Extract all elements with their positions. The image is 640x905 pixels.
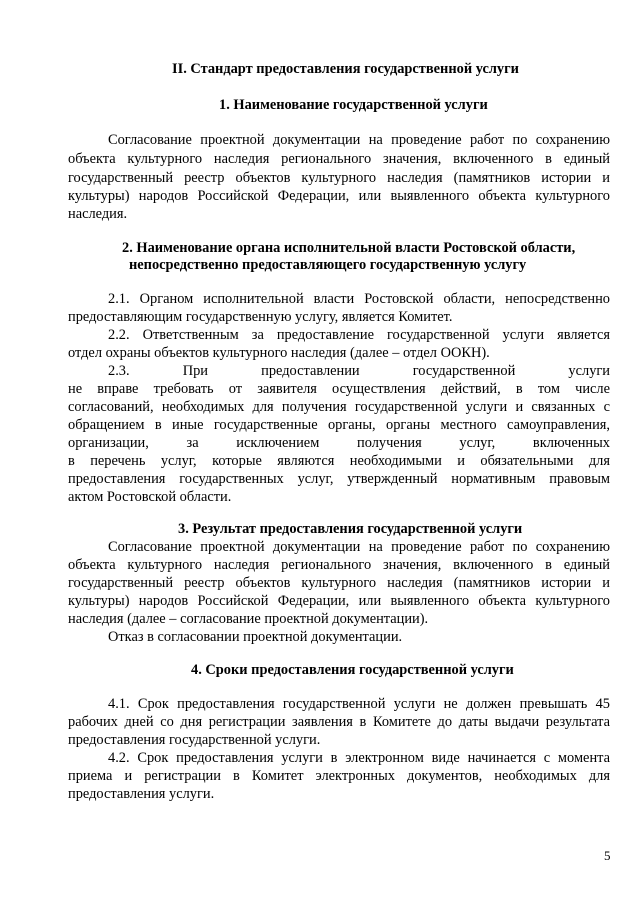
s3-line-6: Отказ в согласовании проектной документации.: [108, 629, 403, 645]
s4-line-1: 4.1. Срок предоставления государственной услуги не должен превышать 45: [108, 696, 610, 712]
s1-line-5: наследия.: [68, 206, 128, 222]
s3-line-2: объекта культурного наследия регионального значения, включенного в единый: [68, 557, 610, 573]
page-number: 5: [604, 848, 611, 863]
s3-line-4: культуры) народов Российской Федерации, или выявленного объекта культурного: [68, 593, 610, 609]
s2-line-2: предоставляющим государственную услугу, является Комитет.: [68, 309, 453, 325]
s4-line-3: предоставления государственной услуги.: [68, 732, 321, 748]
section-title: II. Стандарт предоставления государственной услуги: [172, 61, 519, 77]
s2-line-3: 2.2. Ответственным за предоставление государственной услуги является: [108, 327, 610, 343]
s2-line-12: актом Ростовской области.: [68, 489, 232, 505]
s2-line-4: отдел охраны объектов культурного наследия (далее – отдел ООКН).: [68, 345, 490, 361]
s2-line-11: предоставления государственных услуг, утвержденный нормативным правовым: [68, 471, 610, 487]
s2-line-7: согласований, необходимых для получения государственной услуги и связанных с: [68, 399, 610, 415]
s2-line-1: 2.1. Органом исполнительной власти Ростовской области, непосредственно: [108, 291, 610, 307]
s1-line-2: объекта культурного наследия регионального значения, включенного в единый: [68, 151, 610, 167]
s4-line-2: рабочих дней со дня регистрации заявления в Комитете до даты выдачи результата: [68, 714, 610, 730]
s2-line-9: организации, за исключением получения услуг, включенных: [68, 435, 610, 451]
s3-line-5: наследия (далее – согласование проектной документации).: [68, 611, 429, 627]
heading-2-line-2: непосредственно предоставляющего государственную услугу: [129, 257, 527, 273]
s4-line-5: приема и регистрации в Комитет электронных документов, необходимых для: [68, 768, 610, 784]
s1-line-1: Согласование проектной документации на проведение работ по сохранению: [108, 132, 610, 148]
s2-line-10: в перечень услуг, которые являются необходимыми и обязательными для: [68, 453, 610, 469]
s4-line-4: 4.2. Срок предоставления услуги в электронном виде начинается с момента: [108, 750, 610, 766]
heading-4: 4. Сроки предоставления государственной услуги: [191, 662, 514, 678]
heading-3: 3. Результат предоставления государственной услуги: [178, 521, 523, 537]
s3-line-3: государственный реестр объектов культурного наследия (памятников истории и: [68, 575, 610, 591]
s3-line-1: Согласование проектной документации на проведение работ по сохранению: [108, 539, 610, 555]
s4-line-6: предоставления услуги.: [68, 786, 215, 802]
s2-line-5: 2.3. При предоставлении государственной услуги: [108, 363, 610, 379]
s1-line-3: государственный реестр объектов культурного наследия (памятников истории и: [68, 170, 610, 186]
s2-line-6: не вправе требовать от заявителя осуществления действий, в том числе: [68, 381, 610, 397]
heading-2-line-1: 2. Наименование органа исполнительной власти Ростовской области,: [122, 240, 576, 256]
heading-1: 1. Наименование государственной услуги: [219, 97, 488, 113]
s2-line-8: обращением в иные государственные органы, органы местного самоуправления,: [68, 417, 610, 433]
s1-line-4: культуры) народов Российской Федерации, или выявленного объекта культурного: [68, 188, 610, 204]
